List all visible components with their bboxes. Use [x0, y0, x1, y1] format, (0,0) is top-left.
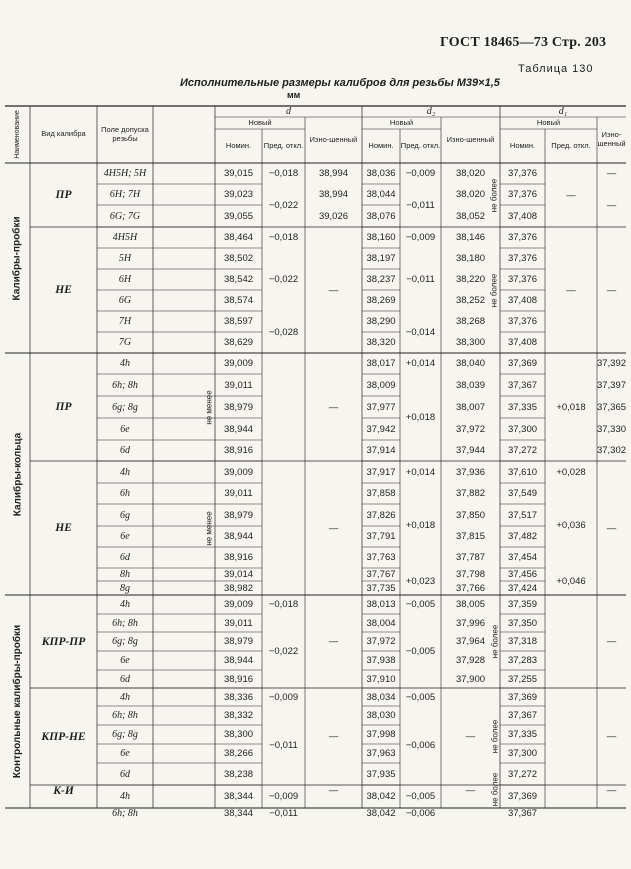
- tol-cell: 4H5H; 5H: [103, 168, 147, 179]
- d2-nom-cell: 37,763: [366, 552, 396, 563]
- d-nom-cell: 39,011: [224, 617, 253, 629]
- d1-nom-cell: 37,369: [507, 691, 538, 703]
- tol-cell: 6h: [120, 488, 130, 499]
- d2-nom-cell: 38,197: [366, 253, 396, 264]
- d2-nom-cell: 37,942: [366, 423, 396, 435]
- merged-cell: —: [328, 636, 339, 647]
- d-nom-cell: 38,502: [223, 253, 254, 264]
- d1-nom-cell: 37,408: [507, 295, 538, 306]
- merged-cell: −0,011: [406, 274, 435, 285]
- d2-worn-cell: 37,936: [455, 466, 486, 478]
- merged-cell: 38,994: [318, 168, 349, 179]
- merged-cell: −0,018: [268, 232, 299, 243]
- page-header: ГОСТ 18465—73 Стр. 203: [440, 35, 607, 50]
- d2-nom-cell: 38,013: [366, 599, 396, 610]
- d2-nom-cell: 38,004: [366, 617, 396, 629]
- d1-nom-cell: 37,408: [507, 337, 538, 348]
- merged-cell: −0,022: [268, 200, 299, 211]
- d-nom-cell: 38,344: [223, 808, 254, 819]
- merged-cell: —: [606, 636, 617, 647]
- d2-nom-cell: 38,160: [366, 232, 396, 243]
- d-nom-cell: 38,629: [223, 337, 254, 348]
- d2-worn-cell: 38,020: [455, 168, 486, 179]
- d-nom-cell: 38,344: [223, 791, 254, 802]
- d-worn-cell: 39,026: [318, 210, 349, 222]
- tol-cell: 6e: [120, 423, 130, 435]
- tol-cell: 6g: [120, 509, 130, 521]
- d2-nom-cell: 37,858: [366, 488, 396, 499]
- d-dev-cell: −0,018: [268, 599, 299, 610]
- merged-cell: —: [328, 731, 339, 742]
- merged-cell: —: [328, 401, 339, 413]
- d1-worn-cell: 37,392: [596, 358, 627, 369]
- merged-cell: —: [566, 189, 576, 201]
- d2-nom-cell: 37,963: [366, 748, 396, 759]
- d1-worn-cell: 37,302: [596, 445, 627, 456]
- tol-cell: 6d: [120, 673, 130, 685]
- kind-k1: ПР: [55, 189, 72, 201]
- merged-cell: −0,011: [406, 200, 435, 211]
- table-label: Таблица 130: [518, 63, 594, 75]
- tol-cell: 4H5H: [112, 232, 138, 243]
- tol-cell: 7H: [118, 316, 132, 327]
- header-new-d2: Новый: [389, 117, 414, 127]
- d1-nom-cell: 37,359: [507, 599, 538, 610]
- header-new-d1: Новый: [536, 117, 561, 127]
- d-dev-cell: −0,009: [268, 691, 299, 703]
- d1-nom-cell: 37,482: [507, 531, 538, 542]
- d2-worn-cell: 37,928: [455, 655, 486, 666]
- d2-nom-cell: 38,290: [366, 316, 396, 327]
- not-more-label-3: [489, 595, 500, 688]
- d-nom-cell: 38,944: [223, 531, 254, 542]
- d1-nom-cell: 37,376: [507, 253, 538, 264]
- merged-cell: —: [606, 522, 617, 534]
- d2-worn-cell: 38,220: [455, 274, 486, 285]
- header-name-text: Наименование: [14, 110, 21, 159]
- header-new-d: Новый: [248, 117, 272, 127]
- d2-worn-cell: 37,882: [455, 488, 486, 499]
- tol-cell: 6d: [120, 552, 130, 563]
- d1-nom-cell: 37,335: [507, 401, 538, 413]
- not-less-label-2-text: не менее: [204, 510, 214, 546]
- d2-worn-cell: 38,300: [455, 337, 486, 348]
- not-less-label-2: [203, 461, 215, 595]
- d2-worn-cell: 38,005: [455, 599, 486, 610]
- d1-nom-cell: 37,610: [507, 466, 538, 478]
- group-control: [5, 595, 30, 808]
- tol-cell: 8g: [120, 582, 130, 594]
- d2-worn-cell: 38,007: [455, 401, 486, 413]
- d2-worn-cell: 38,040: [455, 358, 486, 369]
- not-more-label-3-text: не более: [490, 624, 500, 659]
- tol-cell: 6G; 7G: [109, 210, 141, 222]
- tol-cell: 4h: [120, 466, 130, 478]
- d-nom-cell: 38,944: [223, 655, 254, 666]
- d-nom-cell: 38,916: [223, 673, 254, 685]
- d2-nom-cell: 38,017: [366, 358, 396, 369]
- d2-nom-cell: 37,977: [366, 401, 396, 413]
- not-more-label-5-text: не более: [490, 772, 500, 807]
- merged-cell: −0,018: [268, 168, 299, 179]
- d1-nom-cell: 37,424: [507, 582, 538, 594]
- group-rings-text: Калибры-кольца: [12, 432, 24, 516]
- d1-worn-cell: 37,397: [596, 379, 627, 391]
- tol-cell: 6H; 7H: [109, 189, 141, 200]
- d-nom-cell: 38,238: [223, 768, 254, 780]
- merged-cell: −0,014: [405, 326, 436, 338]
- header-nom-d: Номин.: [225, 140, 252, 150]
- kind-k7: К-И: [53, 785, 74, 797]
- tol-cell: 6e: [120, 748, 130, 759]
- kind-k4: НЕ: [55, 522, 72, 534]
- not-more-label-2-text: не более: [489, 273, 499, 307]
- header-worn-d1: Изно-шенный: [597, 130, 626, 148]
- tol-cell: 7G: [118, 337, 132, 348]
- d-nom-cell: 39,011: [224, 379, 253, 391]
- tol-cell: 4h: [120, 791, 130, 802]
- tol-cell: 4h: [120, 691, 130, 703]
- merged-cell: −0,005: [405, 645, 436, 657]
- kind-k6: КПР-НЕ: [41, 730, 86, 743]
- not-more-label-4-text: не более: [490, 719, 500, 754]
- d2-nom-cell: 37,938: [366, 655, 396, 666]
- d2-worn-cell: 38,180: [455, 253, 486, 264]
- d1-nom-cell: 37,255: [507, 673, 538, 685]
- d1-worn-cell: 37,365: [596, 401, 627, 413]
- group-plugs-text: Калибры-пробки: [12, 215, 23, 301]
- merged-cell: +0,036: [556, 520, 586, 531]
- d2-dev-cell: +0,014: [405, 358, 436, 369]
- header-d2: d₂: [426, 106, 436, 117]
- tol-cell: 6h; 8h: [112, 617, 138, 629]
- tol-cell: 6h; 8h: [112, 710, 138, 721]
- d1-nom-cell: 37,456: [507, 569, 538, 580]
- not-more-label-5: [489, 772, 500, 807]
- d1-nom-cell: 37,376: [507, 189, 538, 200]
- d-nom-cell: 39,055: [223, 210, 254, 222]
- d-nom-cell: 38,597: [223, 316, 254, 327]
- tol-cell: 6e: [120, 531, 130, 542]
- d2-dev-cell: +0,014: [405, 466, 436, 478]
- group-rings: [5, 353, 30, 595]
- d2-nom-cell: 37,998: [366, 729, 396, 740]
- d2-nom-cell: 38,237: [366, 274, 396, 285]
- d2-dev-cell: −0,005: [405, 599, 436, 610]
- d2-worn-cell: 37,900: [455, 673, 486, 685]
- tol-cell: 4h: [120, 599, 130, 610]
- tol-cell: 6H: [118, 274, 132, 285]
- merged-cell: −0,022: [268, 274, 299, 285]
- d1-nom-cell: 37,272: [507, 768, 538, 780]
- d1-nom-cell: 37,367: [507, 808, 538, 819]
- d-nom-cell: 38,542: [223, 274, 254, 285]
- d1-nom-cell: 37,272: [507, 445, 538, 456]
- d-nom-cell: 39,009: [223, 599, 254, 610]
- merged-cell: +0,018: [556, 401, 586, 413]
- tol-cell: 8h: [120, 569, 130, 580]
- d1-nom-cell: 37,454: [507, 552, 538, 563]
- d1-nom-cell: 37,335: [507, 729, 538, 740]
- tol-cell: 6g; 8g: [112, 636, 138, 647]
- d-nom-cell: 38,300: [223, 729, 254, 740]
- d1-nom-cell: 37,350: [507, 617, 538, 629]
- d1-nom-cell: 37,408: [507, 210, 538, 222]
- d-nom-cell: 39,014: [223, 569, 254, 580]
- tol-cell: 6g; 8g: [112, 401, 138, 413]
- d1-nom-cell: 37,376: [507, 316, 538, 327]
- d-nom-cell: 39,009: [223, 358, 254, 369]
- d2-nom-cell: 38,042: [366, 791, 396, 802]
- d1-nom-cell: 37,517: [507, 509, 538, 521]
- merged-cell: −0,022: [268, 645, 299, 657]
- merged-cell: —: [606, 284, 617, 296]
- tol-cell: 6d: [120, 445, 130, 456]
- d2-nom-cell: 37,914: [366, 445, 396, 456]
- tol-cell: 5H: [118, 253, 132, 264]
- d2-worn-cell: 38,039: [455, 379, 486, 391]
- header-kind: Вид калибра: [41, 129, 86, 139]
- d2-dev-cell: −0,009: [405, 168, 436, 179]
- d2-worn-cell: 37,972: [455, 423, 486, 435]
- d2-nom-cell: 38,044: [366, 189, 396, 200]
- d2-nom-cell: 38,269: [366, 295, 396, 306]
- d2-dev-cell: −0,005: [405, 691, 436, 703]
- d2-nom-cell: 38,009: [366, 379, 396, 391]
- d1-nom-cell: 37,549: [507, 488, 538, 499]
- merged-cell: −0,006: [405, 740, 436, 751]
- not-more-label-2: [487, 227, 500, 353]
- tol-cell: 4h: [120, 358, 130, 369]
- d2-nom-cell: 37,972: [366, 636, 396, 647]
- merged-cell: —: [566, 284, 576, 296]
- header-tol: Поле допуска резьбы: [101, 124, 149, 143]
- merged-cell: —: [606, 731, 617, 742]
- d1-nom-cell: 37,367: [507, 710, 538, 721]
- merged-cell: —: [328, 785, 339, 796]
- d-dev-cell: −0,011: [269, 808, 298, 819]
- d-nom-cell: 39,009: [223, 466, 254, 478]
- tol-cell: 6g; 8g: [112, 729, 138, 740]
- d2-worn-cell: 38,146: [455, 232, 486, 243]
- merged-cell: +0,046: [556, 576, 586, 587]
- d2-nom-cell: 37,935: [366, 768, 396, 780]
- merged-cell: −0,011: [269, 740, 298, 751]
- kind-k3: ПР: [55, 401, 72, 413]
- d2-nom-cell: 38,030: [366, 710, 396, 721]
- d1-worn-cell: 37,330: [596, 423, 627, 435]
- d2-nom-cell: 38,034: [366, 691, 396, 703]
- tol-cell: 6e: [120, 655, 130, 666]
- d1-nom-cell: 37,369: [507, 358, 538, 369]
- kind-k5: КПР-ПР: [41, 635, 86, 648]
- merged-cell: +0,018: [405, 412, 436, 423]
- d2-dev-cell: −0,006: [405, 808, 436, 819]
- d1-nom-cell: 37,300: [507, 423, 538, 435]
- d1-nom-cell: 37,369: [507, 791, 538, 802]
- d-nom-cell: 38,916: [223, 445, 254, 456]
- d1-nom-cell: 37,367: [507, 379, 538, 391]
- merged-cell: +0,028: [556, 466, 586, 478]
- d2-worn-cell: 37,815: [455, 531, 486, 542]
- d2-worn-cell: 38,268: [455, 316, 486, 327]
- d-nom-cell: 38,266: [223, 748, 254, 759]
- d2-nom-cell: 38,042: [366, 808, 396, 819]
- d1-worn-cell: —: [606, 168, 617, 179]
- d1-nom-cell: 37,376: [507, 274, 538, 285]
- merged-cell: −0,028: [268, 326, 299, 338]
- header-d1: d₁: [558, 106, 568, 117]
- table-title: Исполнительные размеры калибров для резьбы М39×1,5: [180, 77, 500, 89]
- d2-nom-cell: 37,910: [366, 673, 396, 685]
- d2-worn-cell: 37,798: [455, 569, 486, 580]
- d2-nom-cell: 38,320: [366, 337, 396, 348]
- d-nom-cell: 39,015: [223, 168, 254, 179]
- not-less-label-1: [203, 353, 215, 461]
- d-nom-cell: 38,944: [223, 423, 254, 435]
- tol-cell: 6d: [120, 768, 130, 780]
- header-nom-d1: Номин.: [509, 140, 536, 150]
- d-nom-cell: 39,023: [223, 189, 254, 200]
- d2-nom-cell: 38,076: [366, 210, 396, 222]
- merged-cell: —: [606, 785, 617, 796]
- d-nom-cell: 38,916: [223, 552, 254, 563]
- header-worn-d2: Изно-шенный: [446, 134, 495, 144]
- not-more-label-1-text: не более: [489, 178, 499, 212]
- d2-worn-cell: 37,996: [455, 617, 486, 629]
- d2-worn-cell: 38,052: [455, 210, 486, 222]
- d-nom-cell: 38,982: [223, 582, 254, 594]
- d2-nom-cell: 37,826: [366, 509, 396, 521]
- d-nom-cell: 38,979: [223, 636, 254, 647]
- d2-worn-cell: 37,944: [455, 445, 486, 456]
- header-dev-d1: Пред. откл.: [551, 140, 591, 150]
- d2-worn-cell: 37,964: [455, 636, 486, 647]
- header-name: [5, 106, 30, 163]
- header-worn-d: Изно-шенный: [309, 134, 358, 144]
- not-more-label-1: [487, 163, 500, 227]
- kind-k2: НЕ: [55, 284, 72, 296]
- d2-nom-cell: 37,735: [366, 582, 396, 594]
- d1-nom-cell: 37,376: [507, 168, 538, 179]
- d2-dev-cell: −0,005: [405, 791, 436, 802]
- header-dev-d2: Пред. откл.: [400, 140, 441, 150]
- d-nom-cell: 39,011: [224, 488, 253, 499]
- d-nom-cell: 38,979: [223, 509, 254, 521]
- d-nom-cell: 38,574: [223, 295, 254, 306]
- d2-worn-cell: 37,766: [455, 582, 486, 594]
- header-d: d: [286, 106, 291, 117]
- header-nom-d2: Номин.: [368, 140, 394, 150]
- d2-worn-cell: 37,787: [455, 552, 486, 563]
- d-nom-cell: 38,336: [223, 691, 254, 703]
- d2-worn-cell: 37,850: [455, 509, 486, 521]
- merged-cell: —: [465, 731, 476, 742]
- d1-nom-cell: 37,376: [507, 232, 538, 243]
- d2-dev-cell: −0,009: [405, 232, 436, 243]
- merged-cell: —: [465, 785, 476, 796]
- d2-worn-cell: 38,020: [455, 189, 486, 200]
- tol-cell: 6h; 8h: [112, 808, 138, 819]
- not-less-label-1-text: не менее: [204, 389, 214, 425]
- d1-nom-cell: 37,318: [507, 636, 538, 647]
- group-plugs: [5, 163, 30, 353]
- merged-cell: +0,018: [405, 520, 436, 531]
- tol-cell: 6G: [118, 295, 132, 306]
- d1-nom-cell: 37,300: [507, 748, 538, 759]
- merged-cell: —: [606, 200, 617, 211]
- d-nom-cell: 38,464: [223, 232, 254, 243]
- not-more-label-4: [489, 688, 500, 785]
- tol-cell: 6h; 8h: [112, 379, 138, 391]
- merged-cell: —: [328, 284, 339, 296]
- d-nom-cell: 38,332: [223, 710, 254, 721]
- merged-cell: +0,023: [405, 576, 436, 587]
- d2-worn-cell: 38,252: [455, 295, 486, 306]
- group-control-text: Контрольные калибры-пробки: [12, 624, 24, 779]
- d1-nom-cell: 37,283: [507, 655, 538, 666]
- d2-nom-cell: 37,917: [366, 466, 396, 478]
- d-nom-cell: 38,979: [223, 401, 254, 413]
- d2-nom-cell: 37,791: [366, 531, 396, 542]
- d2-nom-cell: 38,036: [366, 168, 396, 179]
- d-worn-cell: 38,994: [318, 189, 349, 200]
- merged-cell: —: [328, 522, 339, 534]
- header-dev-d: Пред. откл.: [263, 140, 304, 150]
- unit-label: мм: [287, 90, 301, 100]
- d2-nom-cell: 37,767: [366, 569, 396, 580]
- d-dev-cell: −0,009: [268, 791, 299, 802]
